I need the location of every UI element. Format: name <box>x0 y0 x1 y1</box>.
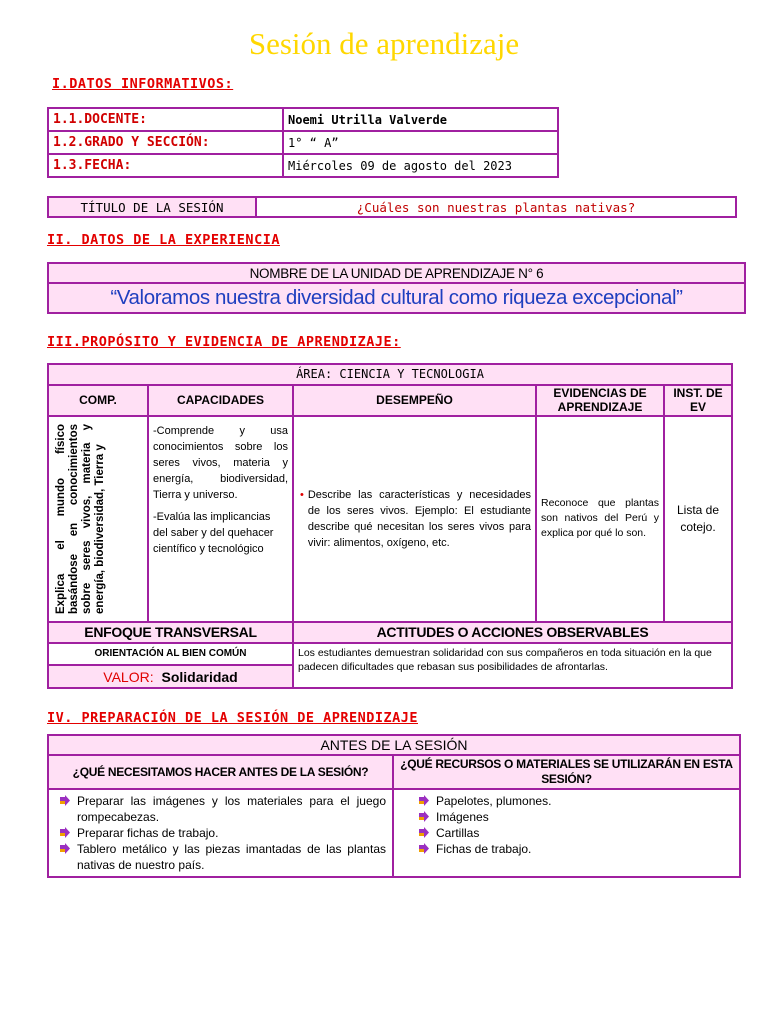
session-title-value: ¿Cuáles son nuestras plantas nativas? <box>256 197 736 217</box>
header-capacidades: CAPACIDADES <box>148 385 293 416</box>
evidence-text: Reconoce que plantas son nativos del Perú y explica por qué lo son. <box>536 416 664 622</box>
section-heading-3: III.PROPÓSITO Y EVIDENCIA DE APRENDIZAJE: <box>47 334 401 350</box>
list-item: Fichas de trabajo. <box>418 841 733 857</box>
arrow-bullet-icon <box>418 809 430 822</box>
grado-label: 1.2.GRADO Y SECCIÓN: <box>48 131 283 154</box>
page-title: Sesión de aprendizaje <box>248 26 520 61</box>
grado-value: 1° “ A” <box>283 131 558 154</box>
section-heading-1: I.DATOS INFORMATIVOS: <box>52 76 234 92</box>
enfoque-value: ORIENTACIÓN AL BIEN COMÚN <box>48 643 293 666</box>
session-title-table <box>47 196 737 218</box>
list-item: Preparar las imágenes y los materiales para el juego rompecabezas. <box>59 793 386 825</box>
arrow-bullet-icon <box>59 793 71 806</box>
list-item: Tablero metálico y las piezas imantadas de las plantas nativas de nuestro país. <box>59 841 386 873</box>
performance-text: Describe las características y necesidades de los seres vivos. Ejemplo: El estudiante describe qué necesitan los seres vivos para vivir: alimentos, oxígeno, etc. <box>307 488 531 549</box>
col1-header: ¿QUÉ NECESITAMOS HACER ANTES DE LA SESIÓN? <box>48 755 393 789</box>
header-instrumento: INST. DE EV <box>664 385 732 416</box>
section-heading-4: IV. PREPARACIÓN DE LA SESIÓN DE APRENDIZAJE <box>47 710 418 726</box>
capacity-1: -Comprende y usa conocimientos sobre los seres vivos, materia y energía, biodiversidad, Tierra y universo. <box>153 424 288 501</box>
arrow-bullet-icon <box>59 825 71 838</box>
list-item: Preparar fichas de trabajo. <box>59 825 386 841</box>
list-item: Imágenes <box>418 809 733 825</box>
enfoque-header: ENFOQUE TRANSVERSAL <box>48 622 293 643</box>
actitudes-header: ACTITUDES O ACCIONES OBSERVABLES <box>293 622 732 643</box>
col2-header: ¿QUÉ RECURSOS O MATERIALES SE UTILIZARÁN EN ESTA SESIÓN? <box>393 755 740 789</box>
unit-name: “Valoramos nuestra diversidad cultural como riqueza excepcional” <box>48 283 745 313</box>
purpose-table <box>47 363 733 689</box>
instrument-text: Lista de cotejo. <box>664 416 732 622</box>
header-evidencias: EVIDENCIAS DE APRENDIZAJE <box>536 385 664 416</box>
arrow-bullet-icon <box>418 825 430 838</box>
col2-list <box>393 789 740 877</box>
valor-row <box>48 665 293 688</box>
area-label: ÁREA: CIENCIA Y TECNOLOGIA <box>48 364 732 385</box>
header-comp: COMP. <box>48 385 148 416</box>
docente-value: Noemi Utrilla Valverde <box>283 108 558 131</box>
bullet-dot-icon: • <box>300 488 304 501</box>
valor-label: VALOR: <box>103 668 154 685</box>
arrow-bullet-icon <box>418 841 430 854</box>
fecha-label: 1.3.FECHA: <box>48 154 283 177</box>
col1-list <box>48 789 393 877</box>
list-item: Papelotes, plumones. <box>418 793 733 809</box>
preparation-table <box>47 734 741 878</box>
arrow-bullet-icon <box>418 793 430 806</box>
capacity-2: -Evalúa las implicancias del saber y del quehacer científico y tecnológico <box>153 510 274 555</box>
fecha-value: Miércoles 09 de agosto del 2023 <box>283 154 558 177</box>
datos-informativos-table <box>47 107 559 178</box>
arrow-bullet-icon <box>59 841 71 854</box>
docente-label: 1.1.DOCENTE: <box>48 108 283 131</box>
list-item: Cartillas <box>418 825 733 841</box>
unit-table <box>47 262 746 314</box>
valor-value: Solidaridad <box>161 668 238 685</box>
actitudes-text: Los estudiantes demuestran solidaridad con sus compañeros en toda situación en la que padecen dificultades que rebasan sus posibilidades de afrontarlas. <box>293 643 732 688</box>
competency-text: Explica el mundo físico basándose en conocimientos sobre seres vivos, materia y energía, biodiversidad, Tierra y <box>55 423 106 614</box>
section-heading-2: II. DATOS DE LA EXPERIENCIA <box>47 232 280 248</box>
preparation-title: ANTES DE LA SESIÓN <box>48 735 740 755</box>
session-title-label: TÍTULO DE LA SESIÓN <box>48 197 256 217</box>
header-desempeno: DESEMPEÑO <box>293 385 536 416</box>
unit-label: NOMBRE DE LA UNIDAD DE APRENDIZAJE N° 6 <box>48 263 745 283</box>
